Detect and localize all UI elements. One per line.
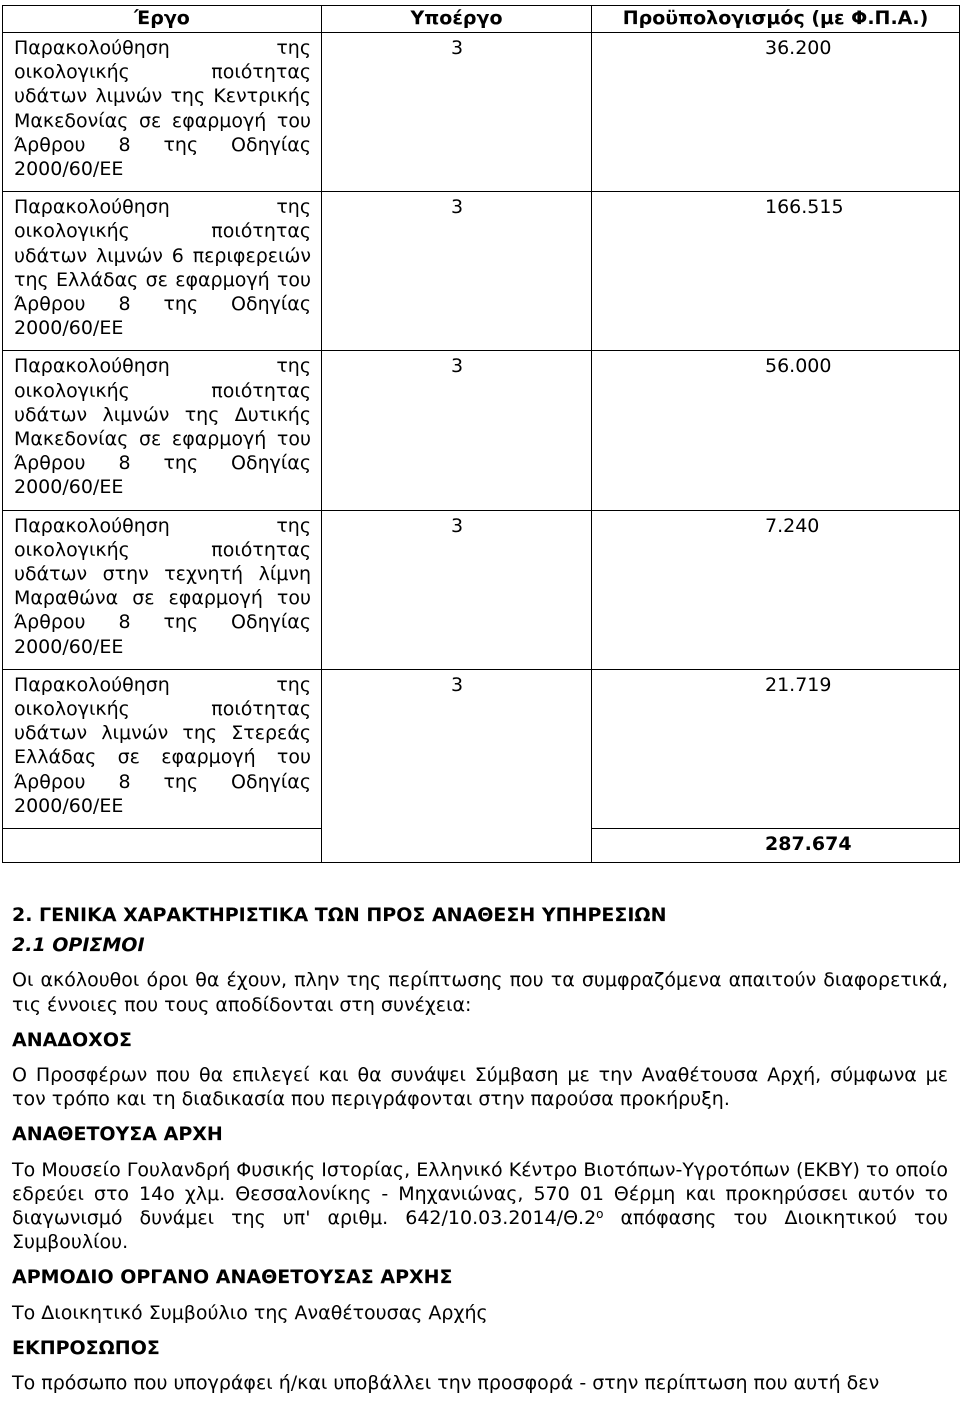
project-cell: Παρακολούθηση της οικολογικής ποιότητας υδάτων λιμνών της Δυτικής Μακεδονίας σε εφαρμογή του Άρθρου 8 της Οδηγίας 2000/60/ΕΕ <box>3 351 322 510</box>
subproject-cell: 3 <box>322 33 592 192</box>
superscript: ο <box>596 1207 604 1222</box>
definition-contracting-authority <box>12 1158 948 1255</box>
definition-contractor: Ο Προσφέρων που θα επιλεγεί και θα συνάψει Σύμβαση με την Αναθέτουσα Αρχή, σύμφωνα με τον τρόπο και τη διαδικασία που περιγράφονται στην παρούσα προκήρυξη. <box>12 1064 948 1111</box>
budget-cell: 56.000 <box>592 351 960 510</box>
subproject-cell: 3 <box>322 351 592 510</box>
empty-cell <box>3 829 322 863</box>
table-row <box>3 669 960 828</box>
budget-cell: 7.240 <box>592 510 960 669</box>
definition-part: Το Μουσείο Γουλανδρή Φυσικής Ιστορίας, Ελληνικό Κέντρο Βιοτόπων-Υγροτόπων (ΕΚΒΥ) το οποίο εδρεύει στο 14ο χλμ. Θεσσαλονίκης - Μηχανιώνας, 570 01 Θέρμη και προκηρύσσει αυτόν το διαγωνισμό δυνάμει της υπ' αριθμ. 642/10.03.2014/Θ.2 <box>12 1158 948 1230</box>
project-cell: Παρακολούθηση της οικολογικής ποιότητας υδάτων λιμνών της Στερεάς Ελλάδας σε εφαρμογή του Άρθρου 8 της Οδηγίας 2000/60/ΕΕ <box>3 669 322 828</box>
subproject-cell: 3 <box>322 192 592 351</box>
term-contractor: ΑΝΑΔΟΧΟΣ <box>12 1028 132 1051</box>
term-competent-body: ΑΡΜΟΔΙΟ ΟΡΓΑΝΟ ΑΝΑΘΕΤΟΥΣΑΣ ΑΡΧΗΣ <box>12 1266 453 1289</box>
header-project: Έργο <box>3 6 322 33</box>
budget-cell: 21.719 <box>592 669 960 828</box>
subproject-cell: 3 <box>322 510 592 669</box>
definition-representative: Το πρόσωπο που υπογράφει ή/και υποβάλλει την προσφορά - στην περίπτωση που αυτή δεν <box>12 1372 880 1395</box>
project-cell: Παρακολούθηση της οικολογικής ποιότητας υδάτων λιμνών 6 περιφερειών της Ελλάδας σε εφαρμογή του Άρθρου 8 της Οδηγίας 2000/60/ΕΕ <box>3 192 322 351</box>
total-budget: 287.674 <box>592 829 960 863</box>
definition-competent-body: Το Διοικητικό Συμβούλιο της Αναθέτουσας Αρχής <box>12 1301 488 1324</box>
table-header-row <box>3 6 960 33</box>
table-row <box>3 351 960 510</box>
intro-paragraph: Οι ακόλουθοι όροι θα έχουν, πλην της περίπτωσης που τα συμφραζόμενα απαιτούν διαφορετικά, τις έννοιες που τους αποδίδονται στη συνέχεια: <box>12 969 948 1016</box>
project-cell: Παρακολούθηση της οικολογικής ποιότητας υδάτων στην τεχνητή λίμνη Μαραθώνα σε εφαρμογή του Άρθρου 8 της Οδηγίας 2000/60/ΕΕ <box>3 510 322 669</box>
section-heading: 2. ΓΕΝΙΚΑ ΧΑΡΑΚΤΗΡΙΣΤΙΚΑ ΤΩΝ ΠΡΟΣ ΑΝΑΘΕΣΗ ΥΠΗΡΕΣΙΩΝ <box>12 904 667 926</box>
header-subproject: Υποέργο <box>322 6 592 33</box>
term-contracting-authority: ΑΝΑΘΕΤΟΥΣΑ ΑΡΧΗ <box>12 1123 223 1146</box>
subproject-cell: 3 <box>322 669 592 862</box>
header-budget: Προϋπολογισμός (με Φ.Π.Α.) <box>592 6 960 33</box>
table-row <box>3 33 960 192</box>
project-cell: Παρακολούθηση της οικολογικής ποιότητας υδάτων λιμνών της Κεντρικής Μακεδονίας σε εφαρμογή του Άρθρου 8 της Οδηγίας 2000/60/ΕΕ <box>3 33 322 192</box>
definition-part: απόφασης του Διοικητικού του Συμβουλίου. <box>12 1207 948 1254</box>
budget-cell: 36.200 <box>592 33 960 192</box>
subsection-heading: 2.1 ΟΡΙΣΜΟΙ <box>12 934 145 957</box>
budget-cell: 166.515 <box>592 192 960 351</box>
table-row <box>3 192 960 351</box>
table-row <box>3 510 960 669</box>
document-body <box>12 903 948 1395</box>
term-representative: ΕΚΠΡΟΣΩΠΟΣ <box>12 1336 160 1359</box>
budget-table <box>2 5 960 863</box>
